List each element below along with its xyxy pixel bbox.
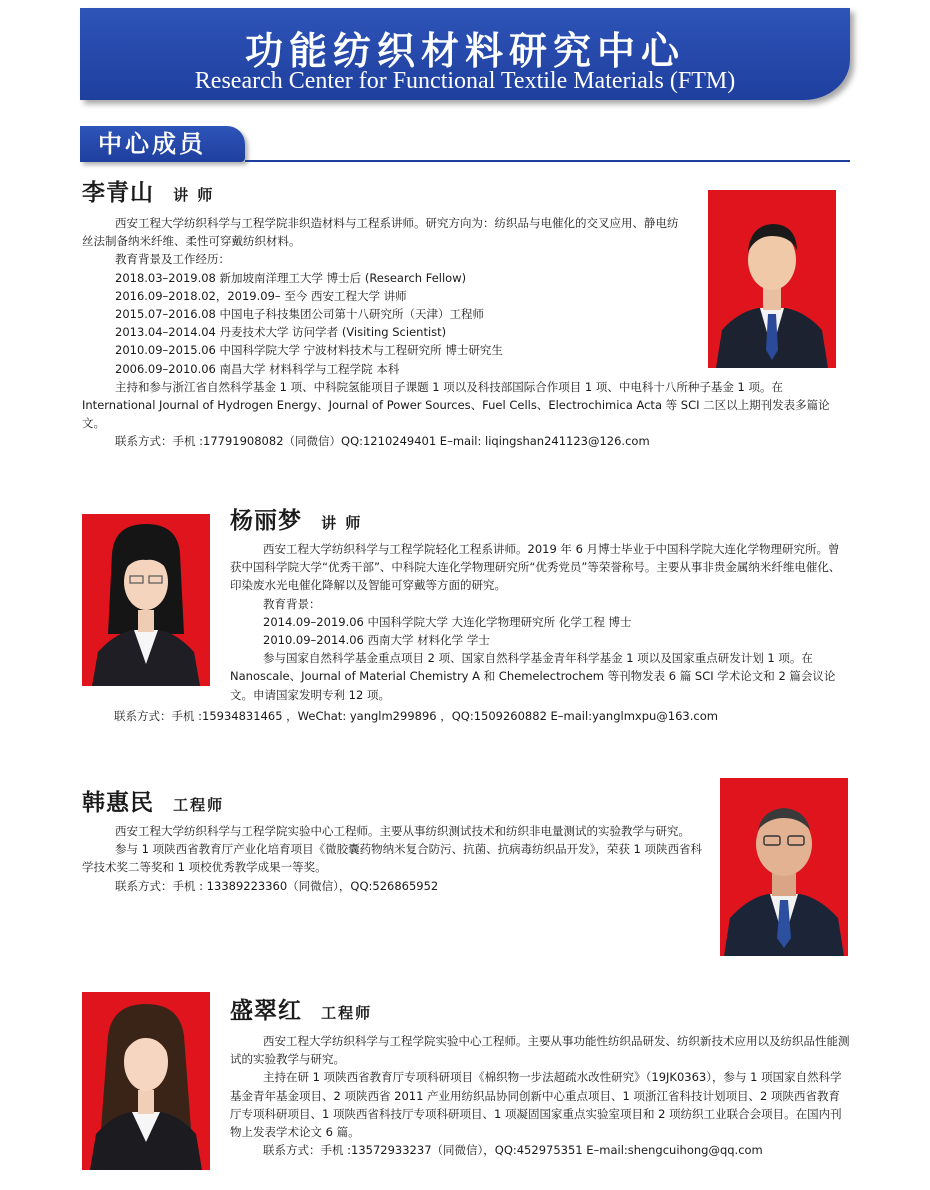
member-name: 杨丽梦 xyxy=(230,508,302,534)
member-title: 工程师 xyxy=(173,796,225,814)
bio-paragraph: 西安工程大学纺织科学与工程学院实验中心工程师。主要从事功能性纺织品研发、纺织新技术应用以及纺织品性能测试的实验教学与研究。 xyxy=(230,1034,850,1067)
contact-info: 联系方式：手机 :13572933237（同微信），QQ:452975351 E–mail:shengcuihong@qq.com xyxy=(263,1143,763,1158)
contact-info: 联系方式：手机 :17791908082（同微信）QQ:1210249401 E–mail: liqingshan241123@126.com xyxy=(115,434,650,449)
member-heading xyxy=(230,992,372,1025)
member-heading xyxy=(230,502,362,535)
portrait-female-long-hair-icon xyxy=(82,992,210,1170)
bio-paragraph: 2014.09–2019.06 中国科学院大学 大连化学物理研究所 化学工程 博士 xyxy=(263,614,632,629)
member-title: 工程师 xyxy=(321,1004,373,1022)
member-bio xyxy=(82,822,702,895)
bio-paragraph: 参与国家自然科学基金重点项目 2 项、国家自然科学基金青年科学基金 1 项以及国家重点研发计划 1 项。在 Nanoscale、Journal of Material Chemistry A 和 Chemelectrochem 等刊物发表 6 篇 SCI 学术论文和 2 篇会议论文。申请国家发明专利 12 项。 xyxy=(230,651,836,702)
bio-paragraph: 西安工程大学纺织科学与工程学院非织造材料与工程系讲师。研究方向为：纺织品与电催化的交叉应用、静电纺丝法制备纳米纤维、柔性可穿戴纺织材料。 xyxy=(82,216,679,249)
bio-paragraph: 2010.09–2015.06 中国科学院大学 宁波材料技术与工程研究所 博士研究生 xyxy=(115,343,503,358)
member-contact xyxy=(114,707,850,725)
bio-paragraph: 教育背景及工作经历： xyxy=(115,252,230,267)
page-subtitle: Research Center for Functional Textile Materials (FTM) xyxy=(194,68,736,94)
bio-paragraph: 2013.04–2014.04 丹麦技术大学 访问学者 (Visiting Scientist) xyxy=(115,325,447,340)
contact-info: 联系方式：手机 :15934831465 ，WeChat: yanglm299896 ，QQ:1509260882 E–mail:yanglmxpu@163.com xyxy=(114,709,718,723)
bio-paragraph: 西安工程大学纺织科学与工程学院实验中心工程师。主要从事纺织测试技术和纺织非电量测试的实验教学与研究。 xyxy=(115,824,690,838)
bio-paragraph: 2018.03–2019.08 新加坡南洋理工大学 博士后 (Research Fellow) xyxy=(115,270,467,285)
section-label: 中心成员 xyxy=(80,126,245,162)
bio-paragraph: 西安工程大学纺织科学与工程学院轻化工程系讲师。2019 年 6 月博士毕业于中国科学院大连化学物理研究所。曾获中国科学院大学“优秀干部”、中科院大连化学物理研究所“优秀党员”等荣誉称号。主要从事非贵金属纳米纤维电催化、印染废水光电催化降解以及智能可穿戴等方面的研究。 xyxy=(230,542,841,593)
bio-paragraph: 主持在研 1 项陕西省教育厅专项科研项目《棉织物一步法超疏水改性研究》（19JK0363），参与 1 项国家自然科学基金青年基金项目、2 项陕西省 2011 产业用纺织品协同创新中心重点项目、1 项浙江省科技计划项目、2 项陕西省教育厅专项科研项目、1 项陕西省科技厅专项科研项目、1 项凝固国家重点实验室项目和 2 项纺织工业联合会项目。在国内刊物上发表学术论文 6 篇。 xyxy=(230,1070,842,1140)
page-title: 功能纺织材料研究中心 xyxy=(244,29,685,73)
member-bio xyxy=(230,540,850,704)
bio-paragraph: 2010.09–2014.06 西南大学 材料化学 学士 xyxy=(263,633,490,648)
member-name: 盛翠红 xyxy=(230,998,302,1024)
member-photo xyxy=(82,514,210,686)
member-photo xyxy=(720,778,848,956)
bio-paragraph: 2006.09–2010.06 南昌大学 材料科学与工程学院 本科 xyxy=(115,361,400,376)
bio-paragraph: 主持和参与浙江省自然科学基金 1 项、中科院氢能项目子课题 1 项以及科技部国际合作项目 1 项、中电科十八所种子基金 1 项。在 International Journal of Hydrogen Energy、Journal of Power Sources、Fuel Cells、Electrochimica Acta 等 SCI 二区以上期刊发表多篇论文。 xyxy=(82,379,830,431)
member-title: 讲 师 xyxy=(173,186,215,204)
contact-info: 联系方式：手机 : 13389223360（同微信），QQ:526865952 xyxy=(115,878,439,893)
portrait-male-glasses-icon xyxy=(720,778,848,956)
member-photo xyxy=(82,992,210,1170)
member-bio xyxy=(82,214,848,451)
portrait-female-icon xyxy=(82,514,210,686)
bio-paragraph: 参与 1 项陕西省教育厅产业化培育项目《微胶囊药物纳米复合防污、抗菌、抗病毒纺织品开发》，荣获 1 项陕西省科学技术奖二等奖和 1 项校优秀教学成果一等奖。 xyxy=(82,842,702,875)
bio-paragraph: 教育背景： xyxy=(263,596,321,611)
member-name: 李青山 xyxy=(82,180,154,206)
member-heading xyxy=(82,174,214,207)
member-heading xyxy=(82,784,224,817)
bio-paragraph: 2015.07–2016.08 中国电子科技集团公司第十八研究所（天津）工程师 xyxy=(115,307,485,322)
section-divider xyxy=(245,160,850,162)
member-name: 韩惠民 xyxy=(82,790,154,816)
bio-paragraph: 2016.09–2018.02，2019.09– 至今 西安工程大学 讲师 xyxy=(115,288,407,303)
member-bio xyxy=(230,1032,850,1159)
header-banner xyxy=(80,8,850,100)
member-title: 讲 师 xyxy=(321,514,363,532)
